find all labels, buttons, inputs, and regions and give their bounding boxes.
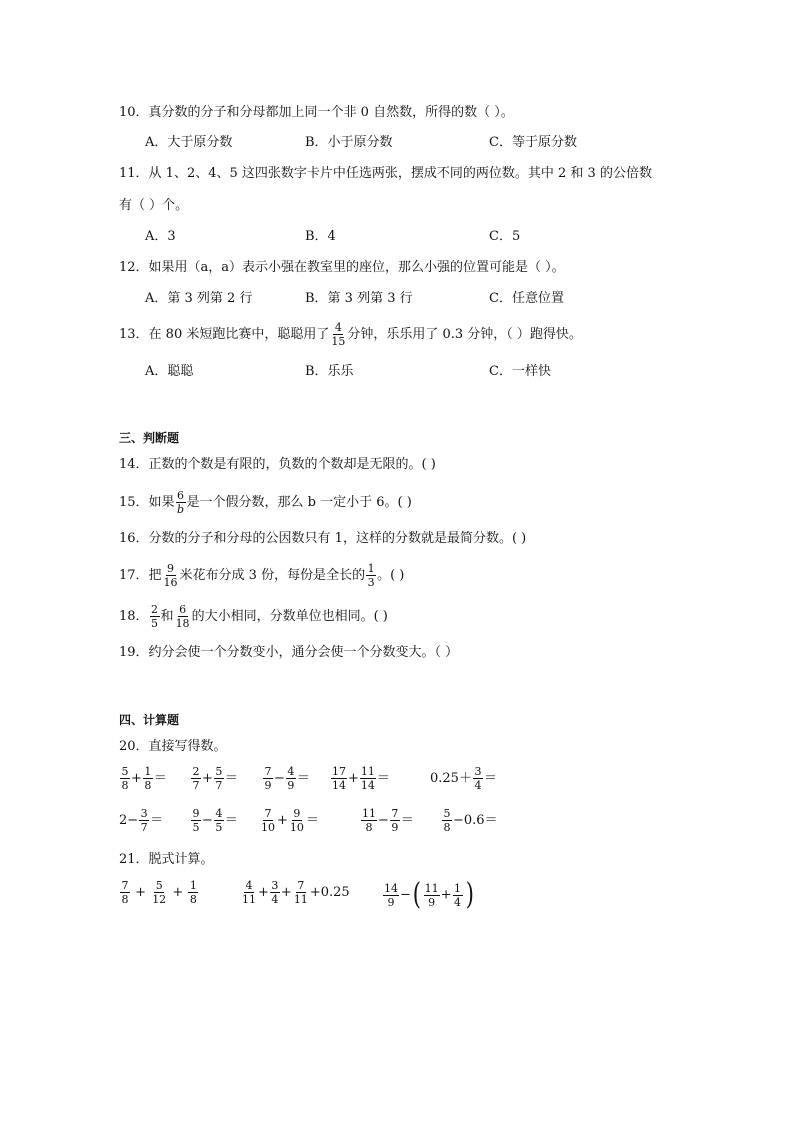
q20-row2-item3 <box>259 808 319 833</box>
q18-frac2-den: 18 <box>175 617 190 630</box>
q15-post: 是一个假分数，那么 b 一定小于 6。( ) <box>186 495 412 510</box>
frac-den: 9 <box>287 779 295 792</box>
q11-option-b: B．4 <box>305 229 336 244</box>
frac-den: 4 <box>474 779 482 792</box>
q20-row2-item1 <box>119 808 163 833</box>
frac-den: 12 <box>152 893 167 906</box>
frac-den: 11 <box>293 893 308 906</box>
q17-fraction-2 <box>366 563 376 588</box>
question-17 <box>119 563 404 588</box>
q20-row1-item4 <box>330 766 390 791</box>
section-3-heading: 三、判断题 <box>119 431 180 445</box>
q13-pre: 13．在 80 米短跑比赛中，聪聪用了 <box>119 327 330 342</box>
q18-frac1-num: 2 <box>151 603 159 616</box>
frac-num: 2 <box>192 765 200 778</box>
question-13 <box>119 322 582 347</box>
operator: + <box>131 771 142 786</box>
q10-option-c: C．等于原分数 <box>489 135 577 150</box>
frac-num: 9 <box>293 807 301 820</box>
question-18 <box>119 604 388 629</box>
equals-sign: ＝ <box>153 771 167 786</box>
operator: − <box>202 813 213 828</box>
q10-option-b: B．小于原分数 <box>305 135 393 150</box>
decimal-term: 0.25＋ <box>430 771 472 786</box>
decimal-term: 0.25 <box>320 885 350 900</box>
equals-sign: ＝ <box>224 771 238 786</box>
frac-den: 10 <box>289 821 304 834</box>
q17-frac1-den: 16 <box>163 576 178 589</box>
equals-sign: ＝ <box>150 813 164 828</box>
q13-option-a: A．聪聪 <box>145 364 194 379</box>
frac-den: 7 <box>140 821 148 834</box>
frac-num: 11 <box>360 765 375 778</box>
question-11-line1: 11．从 1、2、4、5 这四张数字卡片中任选两张，摆成不同的两位数。其中 2 和 3 的公倍数 <box>119 166 652 181</box>
right-parenthesis: ) <box>465 877 474 912</box>
frac-num: 5 <box>155 879 163 892</box>
frac-num: 7 <box>297 879 305 892</box>
frac-num: 1 <box>144 765 152 778</box>
equals-sign: ＝ <box>483 771 497 786</box>
q21-expression-2 <box>240 880 350 905</box>
frac-num: 5 <box>121 765 129 778</box>
question-15 <box>119 490 412 515</box>
q21-expression-1 <box>119 880 199 905</box>
operator: + <box>280 885 292 900</box>
frac-den: 8 <box>121 779 129 792</box>
q12-option-a: A．第 3 列第 2 行 <box>145 291 253 306</box>
q15-fraction <box>176 490 186 515</box>
frac-den: 10 <box>261 821 275 834</box>
question-20-title: 20．直接写得数。 <box>119 739 227 754</box>
frac-num: 5 <box>215 765 223 778</box>
frac-den: 9 <box>428 895 436 909</box>
q20-row2-item4 <box>360 808 414 833</box>
q17-pre: 17．把 <box>119 568 162 583</box>
operator: + <box>172 885 184 900</box>
q20-row1-item3 <box>262 766 310 791</box>
q10-option-a: A．大于原分数 <box>145 135 233 150</box>
q18-mid: 和 <box>160 609 174 624</box>
q15-frac-num: 6 <box>177 489 185 502</box>
decimal-term: −0.6 <box>453 813 485 828</box>
q13-fraction <box>330 322 346 347</box>
q20-row1-item2 <box>190 766 238 791</box>
frac-den: 14 <box>332 779 346 792</box>
question-10: 10．真分数的分子和分母都加上同一个非 0 自然数，所得的数（ ）。 <box>119 105 514 120</box>
q11-option-c: C．5 <box>489 229 521 244</box>
q15-frac-den: b <box>177 503 185 516</box>
operator: + <box>202 771 213 786</box>
operator: + <box>348 771 359 786</box>
equals-sign: ＝ <box>305 813 319 828</box>
q17-mid: 米花布分成 3 份，每份是全长的 <box>179 568 366 583</box>
q20-row2-item5 <box>441 808 498 833</box>
frac-den: 5 <box>215 821 223 834</box>
q17-frac2-den: 3 <box>367 576 375 589</box>
equals-sign: ＝ <box>224 813 238 828</box>
q20-row1-item1 <box>119 766 167 791</box>
frac-den: 7 <box>215 779 223 792</box>
frac-den: 9 <box>387 895 395 909</box>
frac-num: 3 <box>140 807 148 820</box>
equals-sign: ＝ <box>296 771 310 786</box>
frac-num: 7 <box>391 807 399 820</box>
frac-num: 11 <box>362 807 376 820</box>
q13-frac-num: 4 <box>334 321 342 334</box>
frac-den: 5 <box>192 821 200 834</box>
frac-num: 14 <box>384 881 398 895</box>
question-21-title: 21．脱式计算。 <box>119 852 214 867</box>
q18-frac2-num: 6 <box>179 603 187 616</box>
frac-num: 5 <box>443 807 451 820</box>
q20-row1-item5 <box>430 766 497 791</box>
q18-fraction-1 <box>150 604 160 629</box>
frac-num: 17 <box>332 765 346 778</box>
equals-sign: ＝ <box>376 771 390 786</box>
question-14: 14．正数的个数是有限的，负数的个数却是无限的。( ) <box>119 457 436 472</box>
section-4-heading: 四、计算题 <box>119 713 180 727</box>
frac-den: 9 <box>391 821 399 834</box>
frac-num: 7 <box>121 879 129 892</box>
frac-num: 1 <box>189 879 197 892</box>
q18-frac1-den: 5 <box>151 617 159 630</box>
operator: + <box>277 813 288 828</box>
q17-post: 。( ) <box>377 568 405 583</box>
frac-num: 7 <box>264 765 272 778</box>
integer-term: 2− <box>119 813 139 828</box>
q18-post: 的大小相同，分数单位也相同。( ) <box>191 609 388 624</box>
frac-den: 11 <box>242 893 256 906</box>
q18-pre: 18． <box>119 609 149 624</box>
frac-num: 3 <box>474 765 482 778</box>
left-parenthesis: ( <box>412 877 421 912</box>
q13-option-b: B．乐乐 <box>305 364 354 379</box>
operator: + <box>135 885 147 900</box>
question-11-line2: 有（ ）个。 <box>119 198 189 213</box>
frac-num: 4 <box>215 807 223 820</box>
operator: + <box>440 887 452 903</box>
q17-frac2-num: 1 <box>367 562 375 575</box>
frac-den: 4 <box>271 893 279 906</box>
q20-row2-item2 <box>190 808 238 833</box>
q17-frac1-num: 9 <box>167 562 175 575</box>
q21-expression-3 <box>382 877 475 912</box>
frac-den: 14 <box>360 779 375 792</box>
question-12: 12．如果用（a，a）表示小强在教室里的座位，那么小强的位置可能是（ ）。 <box>119 260 565 275</box>
q13-option-c: C．一样快 <box>489 364 551 379</box>
question-19: 19．约分会使一个分数变小，通分会使一个分数变大。（ ） <box>119 645 459 660</box>
frac-den: 8 <box>144 779 152 792</box>
frac-den: 9 <box>264 779 272 792</box>
frac-num: 3 <box>271 879 279 892</box>
frac-den: 7 <box>192 779 200 792</box>
frac-den: 8 <box>443 821 451 834</box>
frac-num: 1 <box>454 881 462 895</box>
q15-pre: 15．如果 <box>119 495 175 510</box>
q12-option-b: B．第 3 列第 3 行 <box>305 291 413 306</box>
equals-sign: ＝ <box>400 813 414 828</box>
q12-option-c: C．任意位置 <box>489 291 564 306</box>
frac-den: 8 <box>189 893 197 906</box>
q13-frac-den: 15 <box>331 335 346 348</box>
frac-num: 11 <box>424 881 439 895</box>
frac-den: 8 <box>121 893 129 906</box>
question-16: 16．分数的分子和分母的公因数只有 1，这样的分数就是最简分数。( ) <box>119 531 527 546</box>
q17-fraction-1 <box>163 563 179 588</box>
operator: − <box>400 887 411 903</box>
operator: − <box>378 813 389 828</box>
operator: + <box>258 885 269 900</box>
q18-fraction-2 <box>175 604 191 629</box>
operator: − <box>274 771 285 786</box>
frac-num: 9 <box>192 807 200 820</box>
frac-den: 4 <box>454 895 462 909</box>
frac-num: 4 <box>245 879 253 892</box>
q11-option-a: A．3 <box>145 229 176 244</box>
frac-den: 8 <box>365 821 373 834</box>
operator: + <box>309 885 321 900</box>
q13-post: 分钟，乐乐用了 0.3 分钟，（ ）跑得快。 <box>347 327 582 342</box>
frac-num: 7 <box>264 807 272 820</box>
frac-num: 4 <box>287 765 295 778</box>
equals-sign: ＝ <box>484 813 498 828</box>
